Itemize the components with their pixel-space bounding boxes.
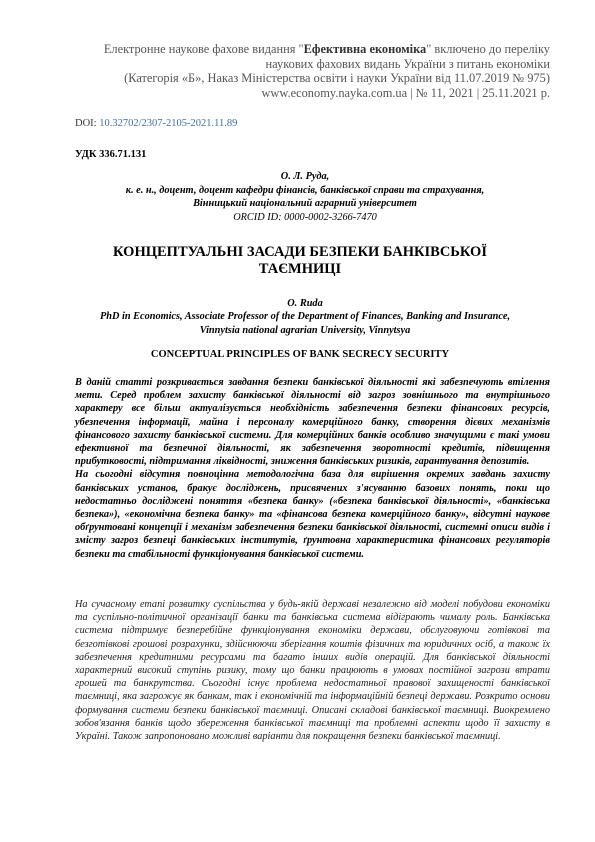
abstract xyxy=(75,376,550,561)
article-title-en: CONCEPTUAL PRINCIPLES OF BANK SECRECY SECURITY xyxy=(150,349,450,360)
header-line-3: (Категорія «Б», Наказ Міністерства освіти і науки України від 11.07.2019 № 975) xyxy=(124,71,550,86)
journal-header xyxy=(70,42,550,100)
udk-code: УДК 336.71.131 xyxy=(75,149,147,160)
author-name-en: O. Ruda xyxy=(287,298,323,309)
author-info-ua xyxy=(70,170,540,224)
author-position-ua: к. е. н., доцент, доцент кафедри фінансів, банківської справи та страхування, xyxy=(125,184,485,196)
doi-line xyxy=(75,118,237,129)
article-title-ua: КОНЦЕПТУАЛЬНІ ЗАСАДИ БЕЗПЕКИ БАНКІВСЬКОЇ ТАЄМНИЦІ xyxy=(113,244,487,277)
author-institution-en: Vinnytsia national agrarian University, Vinnytsya xyxy=(199,324,411,336)
body-text xyxy=(75,598,550,743)
author-institution-ua: Вінницький національний аграрний університет xyxy=(193,198,417,210)
header-line-1: Електронне наукове фахове видання "Ефективна економіка" включено до переліку xyxy=(103,42,550,56)
header-line-2: наукових фахових видань України з питань економіки xyxy=(265,56,550,71)
abstract-paragraph-1: В даній статті розкривається завдання безпеки банківської діяльності які забезпечують втілення мети. Серед проблем захисту банківської діяльності від загроз зовнішнього та внутрішнього характеру все більш актуалізується необхідність забезпечення безпеки фінансових ресурсів, убезпечення інформації, майна і персоналу комерційного банку, створення дієвих механізмів фінансового захисту банківської системи. Для комерційних банків особливо значущими є такі умови ефективної та безпечної діяльності, як забезпечення зворотності кредитів, підвищення прибутковості, підтримання ліквідності, зниження банківських ризиків, гарантування депозитів. xyxy=(75,377,550,468)
author-info-en xyxy=(70,297,540,337)
abstract-paragraph-2: На сьогодні відсутня повноцінна методологічна база для вирішення окремих завдань захисту банківських установ, бракує досліджень, присвячених з'ясуванню базових понять, поки що недостатньо досліджені поняття «безпека банку» («безпека банківської діяльності», «банківська безпека»), «економічна безпека банку» та «фінансова безпека комерційного банку», відсутні наукове обґрунтовані концепції і механізм забезпечення безпеки банківської діяльності, системні описи видів і змісту загроз безпеці банківських інститутів, ґрунтовна характеристика фінансових регуляторів безпеки та стабільності функціонування банківської системи. xyxy=(75,469,550,560)
header-line-4: www.economy.nayka.com.ua | № 11, 2021 | 25.11.2021 р. xyxy=(261,85,550,100)
body-paragraph-1: На сучасному етапі розвитку суспільства у будь-якій державі незалежно від моделі побудови економіки та суспільно-політичної організації банки та банківська система відіграють чималу роль. Банківська система підтримує безперебійне функціонування економіки держави, обслуговуючи готівкові та безготівкові грошові розрахунки, здійснюючи зберігання коштів фізичних та юридичних осіб, а також їх забезпечення кредитними ресурсами та багато інших видів операцій. Для банківської діяльності характерний високий ступінь ризику, тому що банки працюють в умовах постійної загрози втрати грошей та банкрутства. Сьогодні існує проблема недостатньої правової захищеності банківської таємниці, яка загрожує як банкам, так і економічній та інформаційній безпеці держави. Розкрито основи формування системи безпеки банківської таємниці. Описані складові банківської таємниці. Виокремлено зобов'язання банків щодо збереження банківської таємниці та проблемні аспекти щодо її захисту в Україні. Також запропоновано можливі варіанти для покращення безпеки банківської таємниці. xyxy=(75,599,550,743)
author-position-en: PhD in Economics, Associate Professor of the Department of Finances, Banking and Insurance, xyxy=(99,311,511,323)
doi-label: DOI: xyxy=(75,118,100,129)
journal-name: Ефективна економіка xyxy=(303,42,427,56)
author-name-ua: О. Л. Руда, xyxy=(280,171,330,182)
doi-link[interactable]: 10.32702/2307-2105-2021.11.89 xyxy=(99,118,238,129)
author-orcid: ORCID ID: 0000-0002-3266-7470 xyxy=(233,211,377,223)
